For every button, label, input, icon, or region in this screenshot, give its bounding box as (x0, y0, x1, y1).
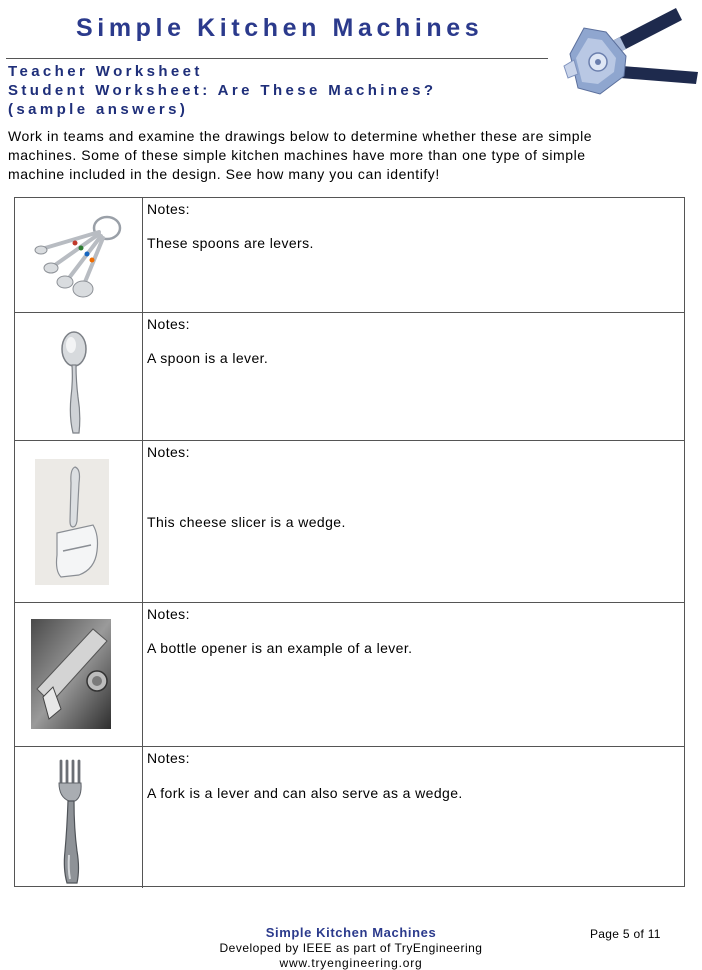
bottle-opener-icon (31, 619, 111, 729)
answer-text: A bottle opener is an example of a lever. (147, 640, 413, 656)
page-title: Simple Kitchen Machines (76, 14, 484, 42)
can-opener-head (564, 28, 626, 94)
answer-text: A fork is a lever and can also serve as a wedge. (147, 785, 463, 801)
table-row (15, 198, 684, 312)
notes-label: Notes: (147, 316, 190, 332)
notes-label: Notes: (147, 606, 190, 622)
image-cell (15, 747, 143, 888)
subheading-teacher-worksheet: Teacher Worksheet (8, 63, 203, 80)
subheading-student-worksheet: Student Worksheet: Are These Machines? (8, 82, 437, 99)
table-row (15, 312, 684, 440)
image-cell (15, 441, 143, 602)
can-opener-handle-lower (620, 66, 698, 84)
notes-label: Notes: (147, 444, 190, 460)
measuring-spoons-icon (29, 210, 129, 302)
worksheet-table (14, 197, 685, 887)
cheese-slicer-icon (35, 459, 109, 585)
page-number: Page 5 of 11 (590, 927, 661, 941)
table-row (15, 440, 684, 602)
instructions-line: machines. Some of these simple kitchen machines have more than one type of simple (8, 147, 586, 163)
answer-text: A spoon is a lever. (147, 350, 269, 366)
answer-text: This cheese slicer is a wedge. (147, 514, 346, 530)
footer-title: Simple Kitchen Machines (265, 925, 437, 940)
answer-text: These spoons are levers. (147, 235, 314, 251)
instructions-paragraph (8, 127, 668, 184)
subheading-sample-answers: (sample answers) (8, 101, 189, 118)
notes-label: Notes: (147, 750, 190, 766)
fork-icon (55, 759, 89, 887)
table-row (15, 602, 684, 746)
image-cell (15, 198, 143, 312)
footer-developed-by: Developed by IEEE as part of TryEngineering (219, 941, 483, 955)
table-row (15, 746, 684, 888)
instructions-line: machine included in the design. See how many you can identify! (8, 166, 440, 182)
title-divider (6, 58, 548, 59)
can-opener-icon (556, 4, 702, 104)
image-cell (15, 313, 143, 440)
footer-url: www.tryengineering.org (279, 956, 423, 970)
image-cell (15, 603, 143, 746)
notes-label: Notes: (147, 201, 190, 217)
spoon-icon (59, 331, 93, 437)
instructions-line: Work in teams and examine the drawings below to determine whether these are simple (8, 128, 593, 144)
